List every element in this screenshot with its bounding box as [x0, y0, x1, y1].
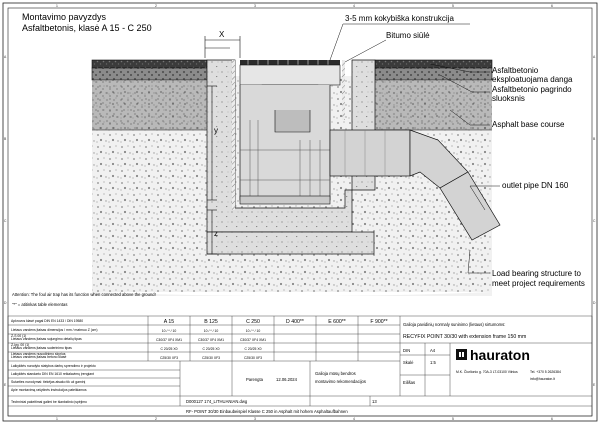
- base-layer-right: [375, 68, 492, 80]
- cell-joint-b: C30/37 XF4 XM1: [197, 338, 225, 342]
- label-wear-layer-2: eksploatuojama danga: [492, 75, 573, 84]
- cell-e600: E 600**: [328, 319, 346, 325]
- extension-frame: [240, 65, 340, 85]
- product-name: RECYFIX POINT 30/30 with extension frame 150 mm: [403, 334, 527, 340]
- din-value: A4: [430, 348, 436, 353]
- col-mark-6: 6: [551, 4, 553, 8]
- page-number: 13: [372, 399, 377, 404]
- label-load-bearing-1: Load bearing structure to: [492, 269, 581, 278]
- cell-adjust-c: C 20/25 X0: [244, 347, 262, 351]
- bitumen-joint-left: [232, 60, 235, 210]
- cell-d400: D 400**: [286, 319, 304, 325]
- footer-line: RF- POINT 30/30 Einbaubeispiel Klasse C 250 in Asphalt mit hohem Asphaltaufbahnen: [186, 409, 348, 414]
- side-label-1: Z-S 00 (1): [11, 334, 27, 338]
- label-base-course: Asphalt base course: [492, 120, 565, 129]
- cell-c250: C 250: [246, 319, 260, 325]
- dimension-y: y: [214, 126, 218, 135]
- brand-email: info@hauraton.lt: [530, 377, 555, 381]
- validity-1: Galioja mūsų bendros: [315, 371, 356, 376]
- col-mark-1: 1: [56, 4, 58, 8]
- cell-f900: F 900**: [370, 319, 388, 325]
- remark-5: Techniniai pakeitimai galimi be išankstinio įspėjimo: [11, 400, 87, 404]
- base-course-right: [375, 80, 492, 130]
- remark-1: Laikykitės nurodyto statybos darbų sprendimo ir projekto: [11, 364, 96, 368]
- hauraton-logo: [456, 347, 530, 363]
- din-label: DIN: [403, 348, 411, 353]
- brand-address: M.K. Čiurlionio g. 70A-3 LT-03100 Vilnius: [456, 370, 518, 374]
- dimension-z: z: [214, 229, 218, 238]
- attention-note: Attention: The foul air trap has its function when connected above the ground!: [12, 292, 156, 297]
- row-mark-e-right: E: [593, 383, 596, 387]
- cell-concrete-c: C25/30 XF3: [243, 356, 263, 360]
- base-layer-left: [92, 68, 207, 80]
- row-label-joint-type: Lietaus vandens įtaisas sujungimo detalių tipas: [11, 337, 82, 341]
- value-cells: [156, 329, 266, 360]
- cell-a15: A 15: [163, 319, 175, 325]
- col-mark-2: 2: [155, 4, 157, 8]
- cell-joint-c: C30/37 XF4 XM1: [239, 338, 267, 342]
- cell-dim-c: 10 / * / 10: [245, 329, 261, 333]
- col-mark-1-bottom: 1: [56, 417, 58, 421]
- cell-adjust-b: C 20/25 X0: [202, 347, 220, 351]
- row-mark-d-right: D: [593, 301, 596, 305]
- label-load-bearing-2: meet project requirements: [492, 279, 585, 288]
- row-mark-d: D: [4, 301, 7, 305]
- edit-label: Eilišas: [403, 380, 416, 385]
- dimension-x: X: [219, 30, 225, 39]
- label-outlet-pipe: outlet pipe DN 160: [502, 181, 569, 190]
- brand-name: hauraton: [470, 347, 530, 363]
- drawing-file: D000127 174_LITHUANIAN.dwg: [186, 399, 248, 404]
- remark-3: Sutarties nurodymai: tiekėjas atsako tik už gaminį: [11, 380, 86, 384]
- col-mark-3: 3: [254, 4, 256, 8]
- date-value: 12.06.2024: [276, 377, 297, 382]
- date-label: Parengta: [246, 377, 263, 382]
- point-drain-body: [240, 85, 330, 200]
- col-mark-4-bottom: 4: [353, 417, 355, 421]
- label-wear-layer-1: Asfaltbetonio: [492, 66, 539, 75]
- col-mark-6-bottom: 6: [551, 417, 553, 421]
- col-mark-4: 4: [353, 4, 355, 8]
- col-mark-5: 5: [452, 4, 454, 8]
- side-label-2: Z-lyg. 00 (1): [11, 343, 30, 347]
- row-mark-b: B: [4, 137, 7, 141]
- side-label-3: Lietaus vandens nusodinimo skyrius: [11, 352, 66, 356]
- description: Galioja pavidinių normaly suninimo (lietaus) sirtumoms:: [403, 322, 506, 327]
- cell-joint-a: C30/37 XF4 XM1: [155, 338, 183, 342]
- load-class-cells: [164, 319, 388, 325]
- row-mark-a: A: [4, 55, 7, 59]
- row-mark-e: E: [4, 383, 7, 387]
- outlet-pipe-horizontal: [330, 130, 410, 176]
- col-mark-2-bottom: 2: [155, 417, 157, 421]
- elements-note: "*" = atitinkas table elementas: [12, 302, 68, 307]
- drawing-subtitle: Asfaltbetonis, klasė A 15 - C 250: [22, 23, 152, 33]
- brand-phone: Tel. +370 5 2626384: [530, 370, 561, 374]
- row-mark-c-right: C: [593, 219, 596, 223]
- base-course-left: [92, 80, 207, 130]
- label-construction: 3-5 mm kokybiška konstrukcija: [345, 14, 454, 23]
- cell-concrete-b: C25/30 XF3: [201, 356, 221, 360]
- row-label-load-class: Apkrovos klasė pagal DIN EN 1433 / DIN 19580: [11, 319, 84, 323]
- row-label-concrete-class: Lietaus vandens įtaisas betono klasė: [11, 355, 67, 359]
- label-base-layer-1: Asfaltbetonio pagrindo: [492, 85, 572, 94]
- bitumen-joint-right: [342, 60, 345, 120]
- row-mark-b-right: B: [593, 137, 596, 141]
- wear-layer-right: [375, 60, 492, 68]
- label-bitumen: Bitumo siūlė: [386, 31, 430, 40]
- scale-label: Skalė: [403, 360, 414, 365]
- row-mark-c: C: [4, 219, 7, 223]
- cell-adjust-a: C 20/25 X0: [160, 347, 178, 351]
- row-mark-a-right: A: [593, 55, 596, 59]
- scale-value: 1:5: [430, 360, 436, 365]
- remark-2: Laikykitės standarto DIN EN 1610 reikalavimų įrengiant: [11, 372, 94, 376]
- body-foot: [240, 196, 330, 204]
- row-label-dimensions: Lietaus vandens įtaisas dimensijos / mm / matmuo Z (cm): [11, 328, 98, 332]
- label-base-layer-2: sluoksnis: [492, 94, 525, 103]
- wear-layer-left: [92, 60, 207, 68]
- cell-b125: B 125: [204, 319, 218, 325]
- validity-2: montavimo rekomendacijos: [315, 379, 366, 384]
- odour-trap: [275, 110, 310, 132]
- cell-dim-b: 10 / * / 10: [203, 329, 219, 333]
- row-label-adjust-type: Lietaus vandens įtaisas suderinimo tipas: [11, 346, 72, 350]
- grate-top: [240, 60, 340, 65]
- col-mark-5-bottom: 5: [452, 417, 454, 421]
- remark-4: Apie montavimą rašytinės instrukcijos pateikiamos: [11, 388, 87, 392]
- col-mark-3-bottom: 3: [254, 417, 256, 421]
- cell-concrete-a: C25/30 XF3: [159, 356, 179, 360]
- drawing-title: Montavimo pavyzdys: [22, 12, 107, 22]
- concrete-base: [207, 232, 374, 254]
- cell-dim-a: 10 / * / 10: [161, 329, 177, 333]
